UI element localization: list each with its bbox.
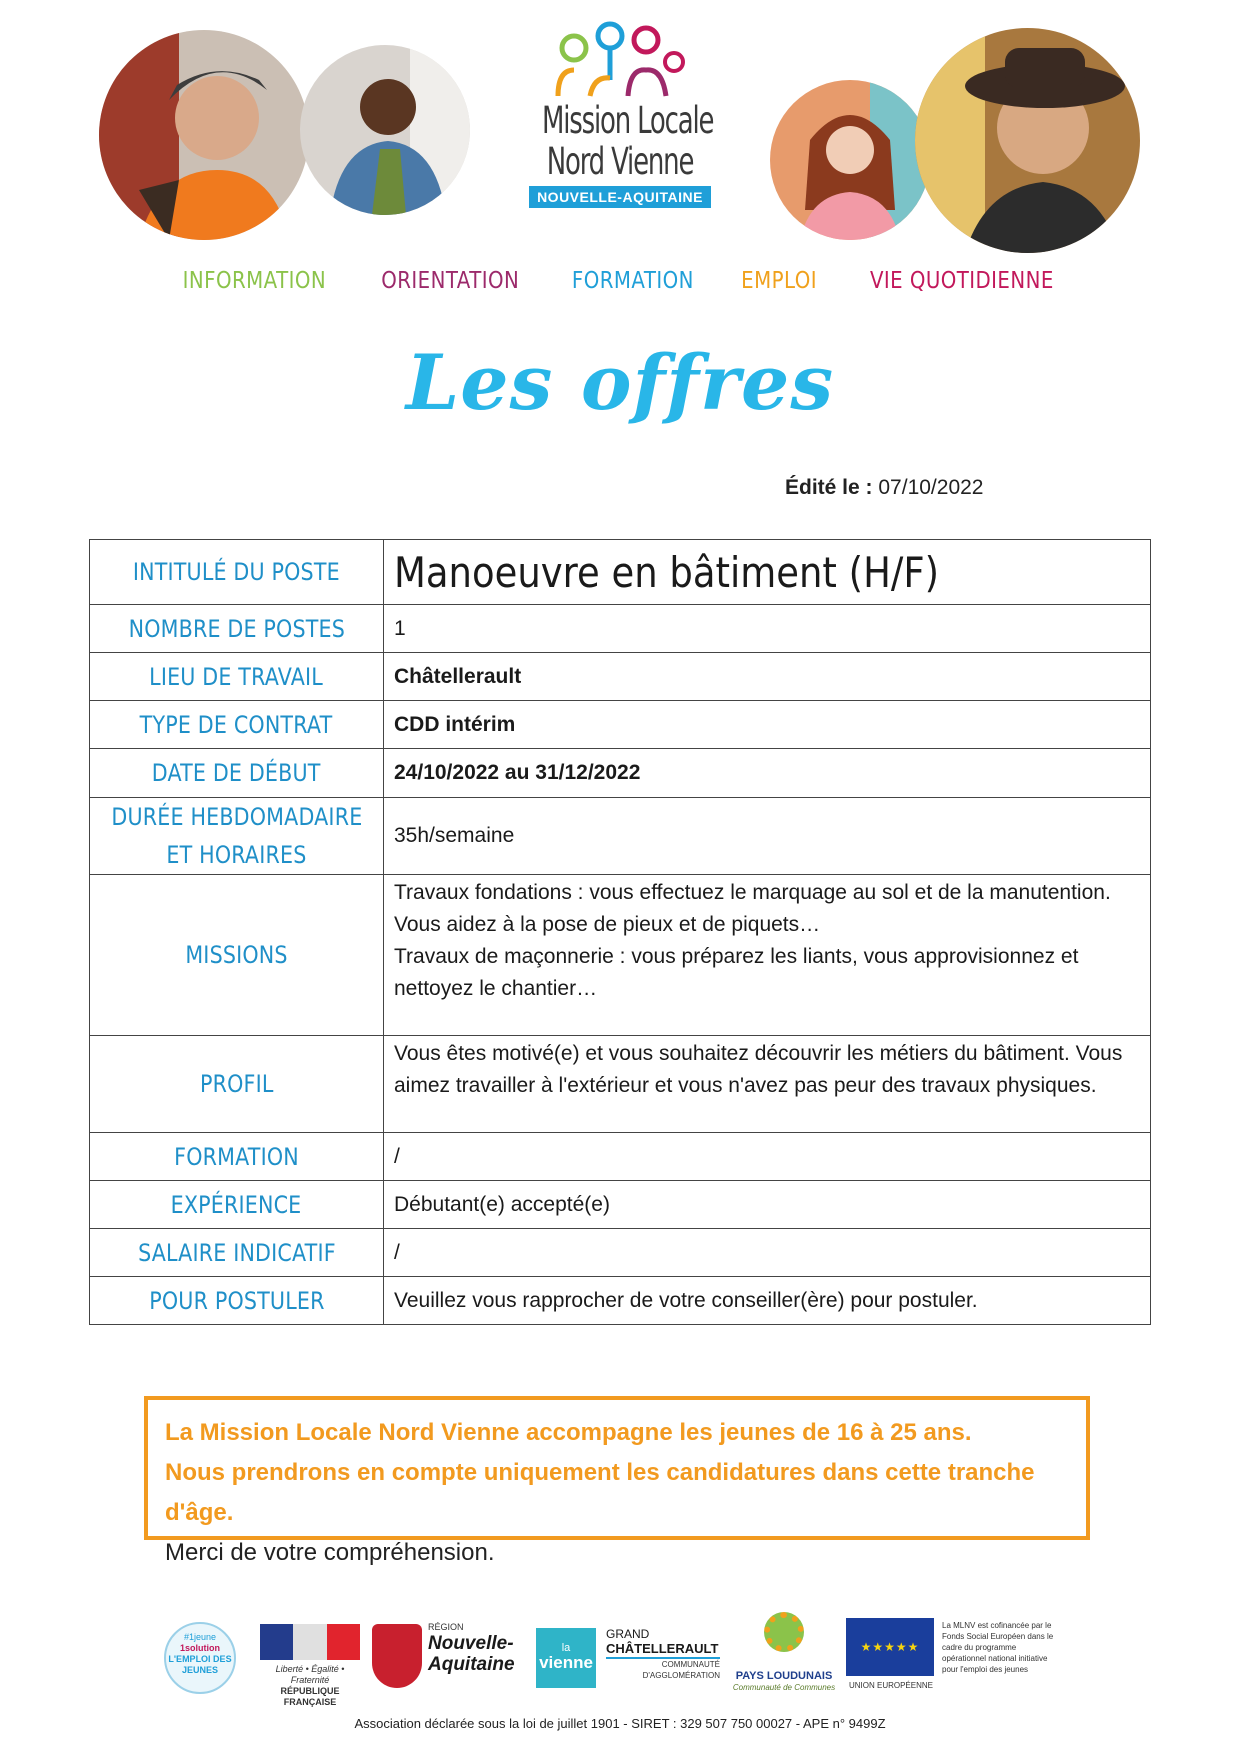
header-photo-young-man-hat-glasses [915, 28, 1140, 253]
start-date-value: 24/10/2022 au 31/12/2022 [384, 749, 1151, 798]
experience-value: Débutant(e) accepté(e) [384, 1181, 1151, 1229]
table-row [90, 1229, 1151, 1277]
row-label: LIEU DE TRAVAIL [90, 653, 384, 701]
workplace-value: Châtellerault [384, 653, 1151, 701]
pays-loudunais-logo: PAYS LOUDUNAIS Communauté de Communes [730, 1612, 838, 1696]
region-nouvelle-aquitaine-logo: RÉGION Nouvelle- Aquitaine [372, 1620, 522, 1692]
profile-line: aimez travailler à l'extérieur et vous n'avez pas peur des travaux physiques. [394, 1074, 1097, 1097]
republique-francaise-logo: Liberté • Égalité • Fraternité RÉPUBLIQUE FRANÇAISE [258, 1624, 362, 1690]
logo-title-line2: Nord Vienne [546, 140, 694, 183]
eu-flag-icon: ★★★★★ [846, 1618, 934, 1676]
offer-table [89, 539, 1151, 1325]
table-row [90, 1277, 1151, 1325]
row-label: INTITULÉ DU POSTE [90, 540, 384, 605]
table-row [90, 701, 1151, 749]
header-photo-young-man-orange-hoodie [99, 30, 309, 240]
edited-label: Édité le : [785, 476, 873, 499]
row-label: EXPÉRIENCE [90, 1181, 384, 1229]
fse-cofinance-text: La MLNV est cofinancée par le Fonds Social Européen dans le cadre du programme opérationnel national initiative pour l'emploi des jeunes [942, 1621, 1054, 1674]
positions-count-value: 1 [384, 605, 1151, 653]
nav-emploi: EMPLOI [741, 268, 818, 294]
table-row [90, 1181, 1151, 1229]
logo-region-band: NOUVELLE-AQUITAINE [529, 186, 711, 208]
missions-line: Travaux fondations : vous effectuez le marquage au sol et de la manutention. [394, 881, 1111, 904]
sun-icon [764, 1612, 804, 1652]
notice-line: Merci de votre compréhension. [165, 1539, 495, 1566]
hours-value: 35h/semaine [384, 798, 1151, 875]
flag-icon [260, 1624, 360, 1660]
missions-line: nettoyez le chantier… [394, 977, 598, 1000]
row-label: MISSIONS [90, 875, 384, 1036]
union-europeenne-logo: ★★★★★ UNION EUROPÉENNE [846, 1618, 936, 1694]
missions-line: Travaux de maçonnerie : vous préparez les liants, vous approvisionnez et [394, 945, 1079, 968]
row-label: TYPE DE CONTRAT [90, 701, 384, 749]
row-label: PROFIL [90, 1036, 384, 1133]
table-row [90, 1036, 1151, 1133]
page-title: Les offres [405, 338, 835, 427]
table-row [90, 749, 1151, 798]
age-notice-box [144, 1396, 1090, 1566]
table-row [90, 540, 1151, 605]
partner-logos [0, 1608, 1240, 1707]
row-label: DURÉE HEBDOMADAIRE ET HORAIRES [90, 798, 384, 875]
shield-icon [372, 1624, 422, 1688]
missions-line: Vous aidez à la pose de pieux et de piquets… [394, 913, 821, 936]
profile-value [384, 1036, 1151, 1133]
contract-type-value: CDD intérim [384, 701, 1151, 749]
header-photo-young-woman-glasses [770, 80, 930, 240]
nav-formation: FORMATION [571, 268, 694, 294]
logo-title-line1: Mission Locale [542, 99, 714, 142]
row-label: DATE DE DÉBUT [90, 749, 384, 798]
engage-jeunes-logo: #1jeune 1solution L'EMPLOI DES JEUNES [164, 1622, 236, 1694]
table-row [90, 605, 1151, 653]
salary-value: / [384, 1229, 1151, 1277]
row-label: SALAIRE INDICATIF [90, 1229, 384, 1277]
training-value: / [384, 1133, 1151, 1181]
legal-footer: Association déclarée sous la loi de juillet 1901 - SIRET : 329 507 750 00027 - APE n° 9499Z [354, 1716, 886, 1731]
la-vienne-logo: la vienne [536, 1628, 596, 1688]
job-title-value: Manoeuvre en bâtiment (H/F) [384, 540, 1151, 605]
nav-vie-quotidienne: VIE QUOTIDIENNE [870, 268, 1055, 294]
row-label: FORMATION [90, 1133, 384, 1181]
how-to-apply-value: Veuillez vous rapprocher de votre conseiller(ère) pour postuler. [384, 1277, 1151, 1325]
notice-line: Nous prendrons en compte uniquement les candidatures dans cette tranche d'âge. [165, 1459, 1035, 1526]
table-row [90, 798, 1151, 875]
row-label: NOMBRE DE POSTES [90, 605, 384, 653]
profile-line: Vous êtes motivé(e) et vous souhaitez découvrir les métiers du bâtiment. Vous [394, 1042, 1123, 1065]
header-photo-young-man-denim-jacket [300, 45, 470, 215]
nav-information: INFORMATION [182, 268, 327, 294]
row-label: POUR POSTULER [90, 1277, 384, 1325]
missions-value [384, 875, 1151, 1036]
mission-locale-logo [520, 18, 720, 228]
nav-orientation: ORIENTATION [380, 268, 519, 294]
table-row [90, 653, 1151, 701]
edited-date [785, 476, 983, 500]
notice-line: La Mission Locale Nord Vienne accompagne les jeunes de 16 à 25 ans. [165, 1419, 972, 1446]
people-icon [550, 18, 690, 100]
services-nav [0, 268, 1240, 294]
table-row [90, 875, 1151, 1036]
edited-value: 07/10/2022 [878, 476, 984, 499]
grand-chatellerault-logo: GRAND CHÂTELLERAULT COMMUNAUTÉ D'AGGLOMÉRATION [606, 1627, 720, 1680]
table-row [90, 1133, 1151, 1181]
